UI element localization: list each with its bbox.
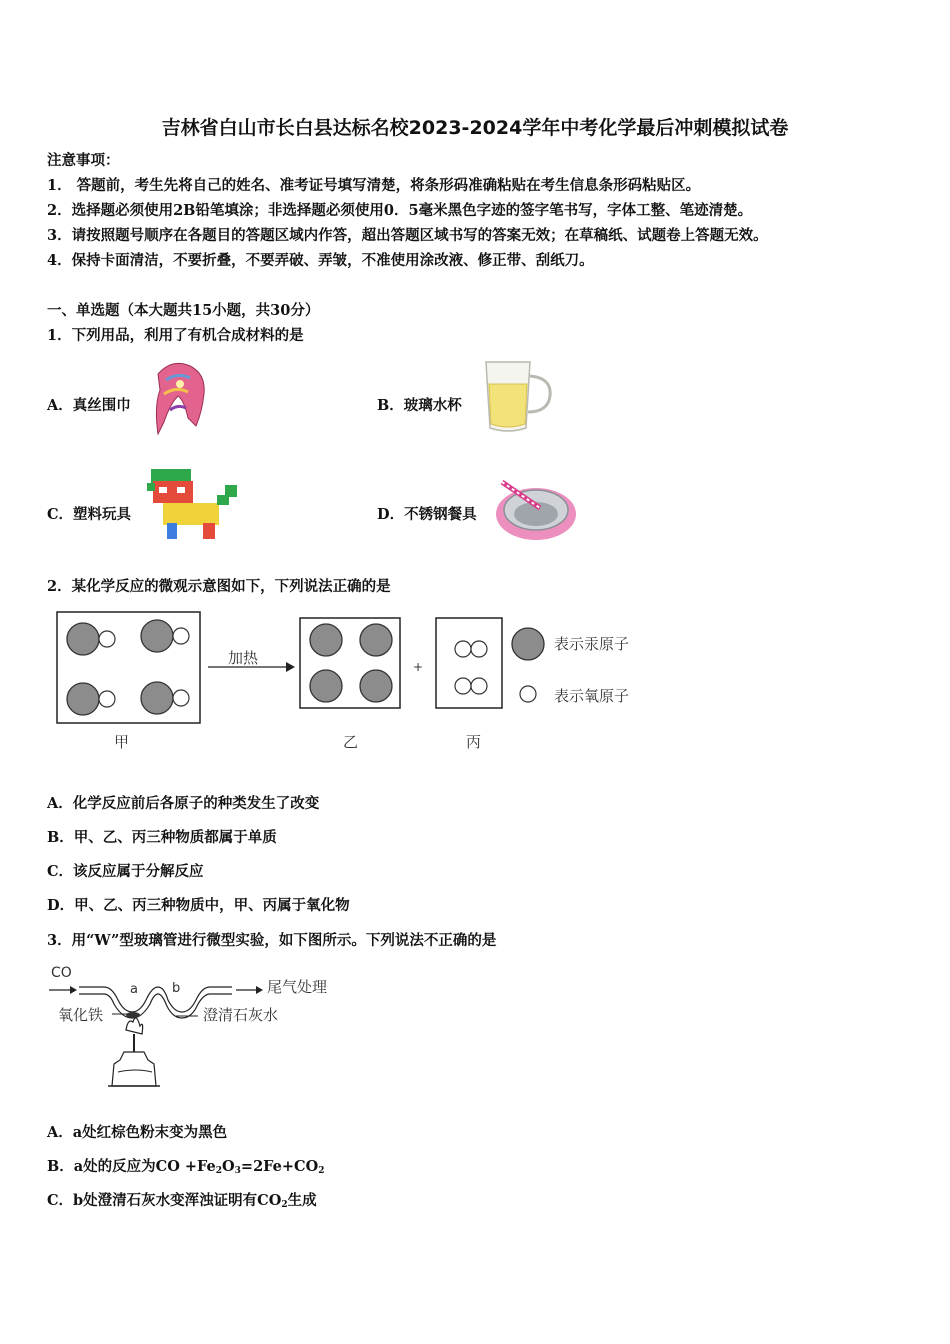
q1-option-a[interactable]: A．真丝围巾 [47, 397, 131, 414]
q3-option-a[interactable]: A．a处红棕色粉末变为黑色 [47, 1124, 228, 1141]
steel-bowl-image [490, 478, 580, 544]
label-yi: 乙 [343, 733, 359, 751]
legend-oxygen-label: 表示氧原子 [554, 687, 630, 705]
glass-cup-image [480, 358, 556, 438]
tail-gas-label: 尾气处理 [267, 978, 328, 996]
section-heading: 一、单选题（本大题共15小题，共30分） [47, 302, 320, 319]
notice-item-3: 3．请按照题号顺序在各题目的答题区域内作答，超出答题区域书写的答案无效；在草稿纸、试题卷上答题无效。 [47, 227, 768, 244]
notice-item-1: 1． 答题前，考生先将自己的姓名、准考证号填写清楚，将条形码准确粘贴在考生信息条形码粘贴区。 [47, 177, 701, 194]
q1-option-d[interactable]: D．不锈钢餐具 [377, 506, 477, 523]
q1-option-c[interactable]: C．塑料玩具 [47, 506, 132, 523]
q2-option-a[interactable]: A．化学反应前后各原子的种类发生了改变 [47, 795, 320, 812]
q2-stem: 2．某化学反应的微观示意图如下，下列说法正确的是 [47, 578, 391, 595]
legend-mercury-label: 表示汞原子 [554, 635, 630, 653]
iron-oxide-label: 氧化铁 [58, 1006, 104, 1024]
limewater-label: 澄清石灰水 [203, 1006, 279, 1024]
q1-stem: 1．下列用品，利用了有机合成材料的是 [47, 327, 304, 344]
q2-option-c[interactable]: C．该反应属于分解反应 [47, 863, 204, 880]
label-jia: 甲 [114, 733, 130, 751]
heat-arrow-label: 加热 [228, 649, 259, 667]
notice-heading: 注意事项： [47, 152, 120, 169]
silk-scarf-image [150, 360, 210, 438]
q3-stem: 3．用“W”型玻璃管进行微型实验，如下图所示。下列说法不正确的是 [47, 932, 497, 949]
q1-option-b[interactable]: B．玻璃水杯 [377, 397, 462, 414]
a-label: a [130, 982, 138, 997]
plastic-toy-image [145, 465, 243, 543]
q2-option-d[interactable]: D．甲、乙、丙三种物质中，甲、丙属于氧化物 [47, 897, 350, 914]
plus-sign: + [413, 660, 424, 674]
notice-item-2: 2．选择题必须使用2B铅笔填涂；非选择题必须使用0．5毫米黑色字迹的签字笔书写，字体工整、笔迹清楚。 [47, 202, 753, 219]
q3-option-c[interactable]: C．b处澄清石灰水变浑浊证明有$CO_2$生成 [47, 1192, 317, 1210]
q2-option-b[interactable]: B．甲、乙、丙三种物质都属于单质 [47, 829, 277, 846]
co-label: CO [51, 965, 72, 981]
q3-option-b[interactable]: B．a处的反应为CO $+Fe_2O_3=2Fe+CO_2$ [47, 1158, 325, 1176]
notice-item-4: 4．保持卡面清洁，不要折叠，不要弄破、弄皱，不准使用涂改液、修正带、刮纸刀。 [47, 252, 594, 269]
b-label: b [172, 981, 181, 996]
exam-title: 吉林省白山市长白县达标名校2023-2024学年中考化学最后冲刺模拟试卷 [161, 117, 789, 139]
label-bing: 丙 [466, 733, 482, 751]
